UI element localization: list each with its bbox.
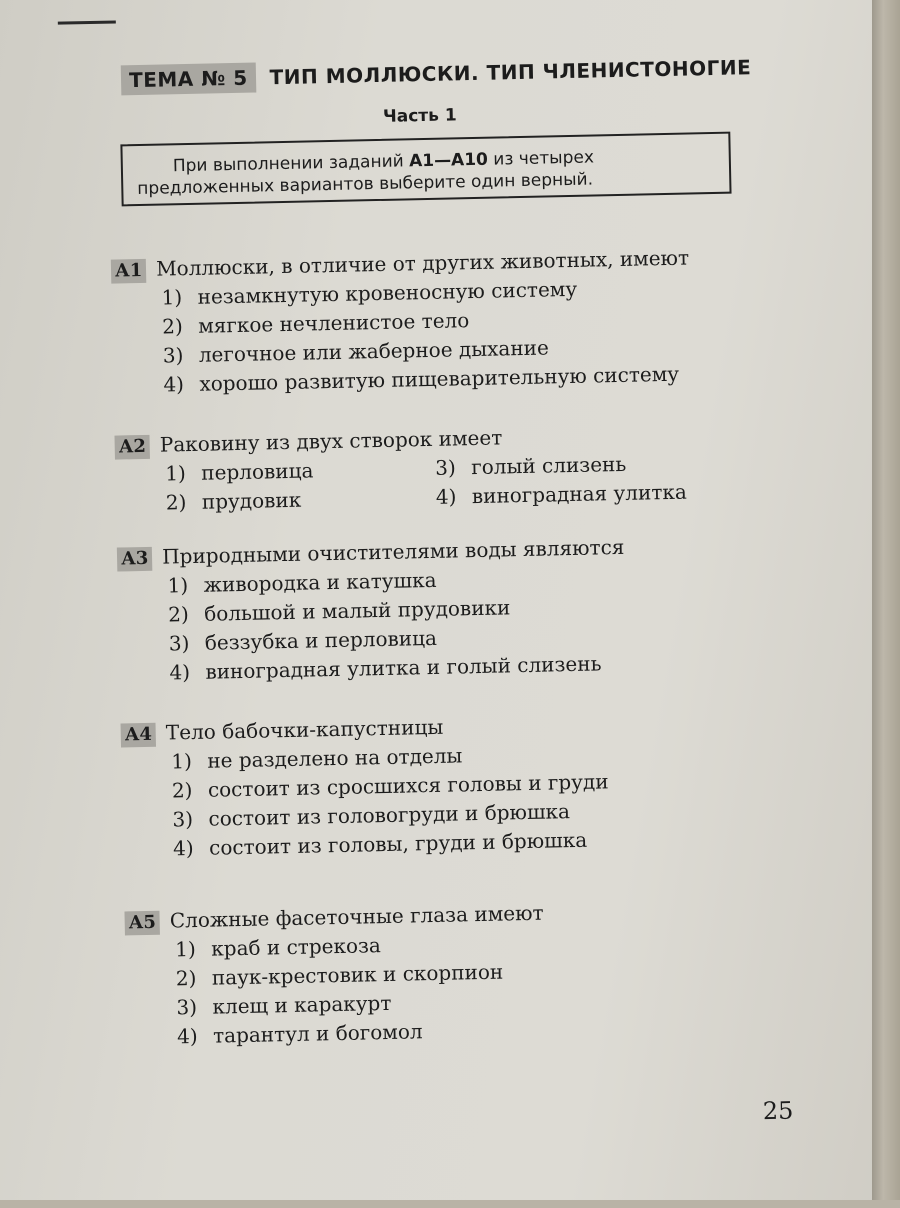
instruction-box: [120, 132, 731, 207]
option-number: 1): [161, 285, 183, 310]
question-number: А3: [117, 547, 153, 572]
question-a5: [124, 892, 817, 1052]
option-number: 2): [167, 602, 190, 627]
option-text: беззубка и перловица: [204, 625, 438, 655]
option-text: состоит из сросшихся головы и груди: [207, 769, 609, 802]
option-number: 1): [167, 573, 189, 598]
question-number: А5: [124, 911, 160, 936]
question-text: Природными очистителями воды являются: [161, 534, 625, 569]
question-a1: [111, 240, 804, 400]
option-text: паук-крестовик и скорпион: [211, 959, 504, 990]
option-text: состоит из головогруди и брюшка: [208, 799, 571, 831]
topic-tag: ТЕМА № 5: [121, 63, 256, 96]
top-rule: [58, 20, 116, 24]
option-number: 1): [171, 749, 193, 774]
question-number: А2: [114, 435, 150, 460]
question-a4: [120, 704, 813, 864]
option-text: незамкнутую кровеносную систему: [197, 276, 578, 309]
option-text: хорошо развитую пищеварительную систему: [199, 361, 680, 396]
question-number: А1: [111, 259, 147, 284]
option-text: виноградная улитка и голый слизень: [205, 651, 602, 684]
option-text: виноградная улитка: [471, 479, 688, 509]
option-number: 4): [163, 372, 185, 397]
option-text: голый слизень: [470, 451, 627, 480]
option-number: 2): [161, 314, 183, 339]
option-number: 4): [435, 484, 457, 509]
option-text: мягкое нечленистое тело: [197, 308, 470, 338]
part-title: Часть 1: [382, 105, 457, 127]
option-text: легочное или жаберное дыхание: [198, 335, 550, 367]
question-a3: [117, 528, 810, 688]
option-number: 1): [175, 936, 197, 962]
option-text: прудовик: [201, 487, 302, 514]
page-number: 25: [762, 1096, 794, 1126]
option-number: 3): [434, 455, 457, 480]
option-number: 3): [172, 807, 194, 832]
option-text: состоит из головы, груди и брюшка: [208, 827, 588, 860]
option-text: большой и малый прудовики: [203, 595, 511, 626]
question-a2: [114, 416, 806, 518]
option-text: тарантул и богомол: [212, 1019, 423, 1048]
instruction-text-after: из четырех предложенных вариантов выберите один верный.: [137, 147, 595, 200]
option-number: 1): [165, 461, 187, 486]
option-number: 2): [175, 965, 197, 991]
question-text: Моллюски, в отличие от других животных, имеют: [155, 245, 690, 281]
option-number: 2): [165, 490, 187, 515]
instruction-range: А1—А10: [408, 149, 489, 172]
option-text: живородка и катушка: [203, 567, 437, 597]
question-text: Раковину из двух створок имеет: [159, 425, 503, 457]
instruction-text-before: При выполнении заданий: [172, 151, 410, 177]
option-number: 3): [176, 994, 198, 1020]
page-content: [28, 0, 833, 1208]
option-number: 3): [162, 343, 184, 368]
option-number: 4): [176, 1023, 198, 1049]
topic-title: ТИП МОЛЛЮСКИ. ТИП ЧЛЕНИСТОНОГИЕ: [269, 55, 752, 90]
question-text: Сложные фасеточные глаза имеют: [169, 900, 544, 933]
option-number: 4): [172, 836, 194, 861]
question-text: Тело бабочки-капустницы: [165, 714, 444, 745]
answer-option: [166, 483, 437, 518]
option-text: перловица: [201, 458, 314, 485]
answer-option: [436, 477, 737, 512]
topic-header: [121, 55, 752, 92]
option-text: не разделено на отделы: [207, 743, 463, 773]
option-text: краб и стрекоза: [211, 933, 382, 961]
question-number: А4: [121, 723, 157, 748]
option-number: 4): [169, 660, 191, 685]
option-number: 2): [171, 778, 193, 803]
page-edge: [872, 0, 900, 1200]
option-text: клещ и каракурт: [212, 990, 392, 1019]
option-number: 3): [168, 631, 190, 656]
